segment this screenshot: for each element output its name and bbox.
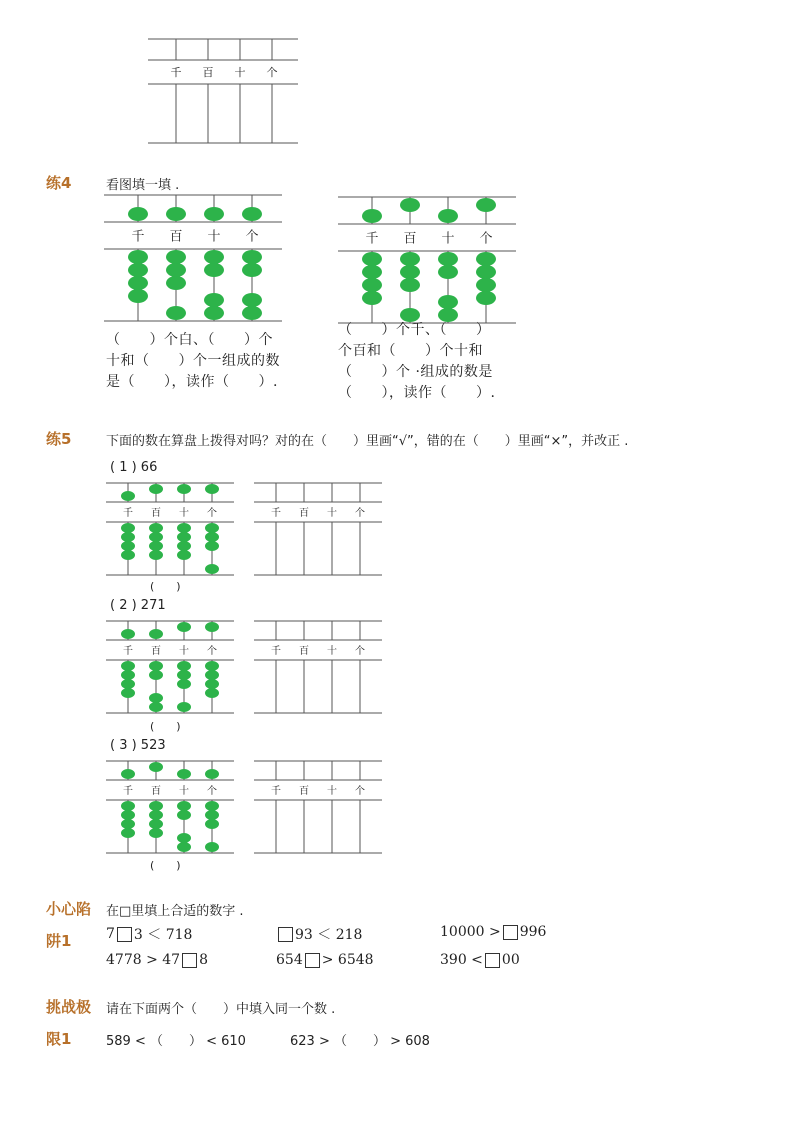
tiaozhan-tag-line1: 挑战极 (46, 998, 92, 1016)
upper-bead (205, 484, 219, 494)
lower-bead (149, 702, 163, 712)
lower-bead-raised (177, 801, 191, 811)
ineq-right: 8 (199, 952, 208, 968)
lower-bead-raised (149, 661, 163, 671)
place-label: 个 (207, 645, 217, 657)
ineq-r2c3 (440, 952, 520, 968)
lower-bead (166, 306, 186, 320)
ineq-left: 654 (276, 952, 303, 968)
place-label: 十 (327, 785, 337, 797)
ineq-r2c2 (276, 952, 374, 968)
abacus-beads (106, 760, 234, 854)
place-label: 千 (365, 231, 379, 247)
abacus-beads (106, 620, 234, 714)
lower-bead-raised (149, 532, 163, 542)
lower-bead-raised (149, 801, 163, 811)
lower-bead (204, 306, 224, 320)
place-label: 十 (327, 645, 337, 657)
lower-bead-raised (166, 263, 186, 277)
place-label: 个 (355, 645, 365, 657)
lower-bead-raised (128, 276, 148, 290)
top-empty-abacus (148, 38, 298, 144)
lower-bead-raised (149, 819, 163, 829)
upper-bead (177, 622, 191, 632)
place-label: 百 (151, 785, 161, 797)
lower-bead-raised (149, 670, 163, 680)
lower-bead-raised (242, 250, 262, 264)
lower-bead (242, 293, 262, 307)
lian4-left-line2: 十和（ ）个一组成的数 (106, 353, 280, 369)
upper-bead (149, 629, 163, 639)
lower-bead-raised (205, 541, 219, 551)
place-label: 百 (403, 231, 417, 247)
tiaozhan-expr2: 623 > （ ） > 608 (290, 1034, 430, 1049)
lian4-left-line1: （ ）个白、（ ）个 (106, 332, 273, 348)
place-label: 百 (151, 507, 161, 519)
lian5-item3-abacus (106, 760, 234, 854)
place-label: 个 (355, 507, 365, 519)
lower-bead (177, 833, 191, 843)
lian5-item2-abacus (106, 620, 234, 714)
lower-bead-raised (121, 523, 135, 533)
xiaoxinxian-tag-line2: 阱1 (46, 932, 72, 950)
lower-bead-raised (438, 265, 458, 279)
lower-bead-raised (177, 679, 191, 689)
lian4-left-line3: 是（ ），读作（ ）. (106, 374, 278, 390)
blank-box[interactable] (117, 927, 132, 942)
lian4-abacus-right (338, 196, 516, 324)
lower-bead-raised (121, 532, 135, 542)
lower-bead-raised (149, 523, 163, 533)
place-label: 个 (479, 231, 493, 247)
lower-bead-raised (204, 263, 224, 277)
lower-bead-raised (128, 289, 148, 303)
lower-bead-raised (121, 819, 135, 829)
lian4-abacus-left (104, 194, 282, 322)
lower-bead (242, 306, 262, 320)
lower-bead (204, 293, 224, 307)
lower-bead-raised (121, 810, 135, 820)
lian5-item3-answer-abacus (254, 760, 382, 854)
upper-bead (121, 629, 135, 639)
ineq-right: 93 ＜ 218 (295, 927, 363, 943)
lower-bead-raised (149, 810, 163, 820)
lower-bead-raised (362, 291, 382, 305)
lower-bead-raised (177, 810, 191, 820)
lower-bead-raised (205, 810, 219, 820)
ineq-right: 3 ＜ 718 (133, 927, 193, 943)
lower-bead-raised (400, 252, 420, 266)
lower-bead-raised (177, 661, 191, 671)
upper-bead (177, 769, 191, 779)
blank-box[interactable] (503, 925, 518, 940)
place-label: 十 (207, 229, 221, 245)
upper-bead (476, 198, 496, 212)
ineq-left: 4778 > 47 (106, 952, 181, 968)
place-label: 十 (179, 785, 189, 797)
lower-bead (205, 842, 219, 852)
place-label: 十 (179, 507, 189, 519)
place-label: 个 (266, 66, 278, 80)
blank-box[interactable] (485, 953, 500, 968)
place-label: 十 (441, 231, 455, 247)
lower-bead-raised (205, 679, 219, 689)
upper-bead (400, 198, 420, 212)
abacus-beads (104, 194, 282, 322)
abacus-frame (148, 38, 298, 144)
ineq-r2c1 (106, 952, 208, 968)
place-label: 千 (271, 785, 281, 797)
lower-bead-raised (205, 688, 219, 698)
upper-bead (438, 209, 458, 223)
lower-bead-raised (121, 541, 135, 551)
upper-bead (149, 762, 163, 772)
lower-bead-raised (400, 265, 420, 279)
ineq-right: 00 (501, 952, 520, 968)
lower-bead-raised (166, 250, 186, 264)
lower-bead-raised (205, 801, 219, 811)
ineq-left: 10000 > (440, 924, 501, 940)
lower-bead (177, 842, 191, 852)
lower-bead-raised (362, 265, 382, 279)
lower-bead-raised (177, 670, 191, 680)
upper-bead (121, 491, 135, 501)
lian4-instruction: 看图填一填 . (106, 178, 180, 193)
upper-bead (149, 484, 163, 494)
lower-bead-raised (177, 532, 191, 542)
lower-bead-raised (476, 278, 496, 292)
tiaozhan-expr1: 589 < （ ） < 610 (106, 1034, 246, 1049)
ineq-right: > 6548 (321, 952, 374, 968)
lower-bead-raised (205, 532, 219, 542)
lower-bead-raised (121, 801, 135, 811)
lian5-item2-answer-abacus (254, 620, 382, 714)
lower-bead (205, 564, 219, 574)
abacus-frame (254, 620, 382, 714)
lower-bead-raised (476, 252, 496, 266)
ineq-r1c1 (106, 924, 192, 944)
xiaoxinxian-tag-line1: 小心陷 (46, 900, 92, 918)
upper-bead (121, 769, 135, 779)
lower-bead-raised (476, 265, 496, 279)
lower-bead-raised (149, 550, 163, 560)
upper-bead (166, 207, 186, 221)
lian5-item1-paren: ( ) (150, 580, 181, 593)
lian4-right-line3: （ ）个 ·组成的数是 (338, 364, 493, 380)
upper-bead (177, 484, 191, 494)
lian5-tag: 练5 (46, 430, 72, 448)
upper-bead (204, 207, 224, 221)
lower-bead-raised (205, 670, 219, 680)
lower-bead-raised (177, 541, 191, 551)
lian5-instruction: 下面的数在算盘上拨得对吗？对的在（ ）里画“√”，错的在（ ）里画“×”，并改正 . (106, 434, 629, 449)
place-label: 千 (271, 645, 281, 657)
place-label: 十 (179, 645, 189, 657)
place-label: 个 (245, 229, 259, 245)
lian5-item3-label: ( 3 ) 523 (110, 738, 166, 753)
abacus-frame (254, 760, 382, 854)
xiaoxinxian-instruction: 在□里填上合适的数字 . (106, 904, 244, 919)
place-label: 百 (299, 507, 309, 519)
ineq-left: 390 < (440, 952, 483, 968)
lower-bead (438, 295, 458, 309)
lower-bead-raised (205, 661, 219, 671)
lower-bead-raised (242, 263, 262, 277)
tiaozhan-tag-line2: 限1 (46, 1030, 72, 1048)
upper-bead (362, 209, 382, 223)
lian5-item2-label: ( 2 ) 271 (110, 598, 166, 613)
lower-bead-raised (121, 550, 135, 560)
place-label: 百 (299, 645, 309, 657)
lower-bead-raised (121, 679, 135, 689)
lower-bead-raised (476, 291, 496, 305)
lower-bead-raised (177, 523, 191, 533)
lower-bead (177, 702, 191, 712)
lian5-item2-paren: ( ) (150, 720, 181, 733)
blank-box[interactable] (278, 927, 293, 942)
lower-bead-raised (205, 523, 219, 533)
lian5-item1-abacus (106, 482, 234, 576)
upper-bead (128, 207, 148, 221)
ineq-r1c3 (440, 924, 546, 940)
lower-bead-raised (121, 661, 135, 671)
place-label: 千 (271, 507, 281, 519)
abacus-beads (106, 482, 234, 576)
tiaozhan-instruction: 请在下面两个（ ）中填入同一个数 . (106, 1002, 336, 1017)
place-label: 百 (202, 66, 214, 80)
upper-bead (242, 207, 262, 221)
lian5-item3-paren: ( ) (150, 859, 181, 872)
abacus-beads (338, 196, 516, 324)
ineq-right: 996 (519, 924, 547, 940)
place-label: 千 (123, 645, 133, 657)
lower-bead-raised (166, 276, 186, 290)
lian4-right-line1: （ ）个千、（ ） (338, 322, 491, 338)
place-label: 个 (207, 785, 217, 797)
lian4-right-line2: 个百和（ ）个十和 (338, 343, 483, 359)
lower-bead-raised (149, 828, 163, 838)
lower-bead-raised (177, 550, 191, 560)
blank-box[interactable] (182, 953, 197, 968)
ineq-r1c2 (276, 924, 362, 944)
upper-bead (205, 769, 219, 779)
lower-bead-raised (438, 252, 458, 266)
lower-bead-raised (121, 688, 135, 698)
place-label: 千 (123, 507, 133, 519)
lian5-item1-answer-abacus (254, 482, 382, 576)
upper-bead (205, 622, 219, 632)
place-label: 百 (151, 645, 161, 657)
lower-bead-raised (121, 828, 135, 838)
ineq-left: 7 (106, 926, 115, 942)
lian4-tag: 练4 (46, 174, 72, 192)
lower-bead (149, 693, 163, 703)
place-label: 百 (169, 229, 183, 245)
place-label: 百 (299, 785, 309, 797)
lower-bead-raised (205, 819, 219, 829)
lower-bead-raised (204, 250, 224, 264)
place-label: 个 (355, 785, 365, 797)
place-label: 千 (170, 66, 182, 80)
blank-box[interactable] (305, 953, 320, 968)
lian4-right-line4: （ ），读作（ ）. (338, 385, 496, 401)
lower-bead-raised (121, 670, 135, 680)
lower-bead-raised (128, 250, 148, 264)
place-label: 千 (131, 229, 145, 245)
lower-bead-raised (400, 278, 420, 292)
place-label: 十 (234, 66, 246, 80)
place-label: 千 (123, 785, 133, 797)
abacus-frame (254, 482, 382, 576)
lower-bead-raised (149, 541, 163, 551)
lower-bead-raised (128, 263, 148, 277)
place-label: 十 (327, 507, 337, 519)
lower-bead-raised (362, 278, 382, 292)
lower-bead-raised (362, 252, 382, 266)
lian5-item1-label: ( 1 ) 66 (110, 460, 158, 475)
place-label: 个 (207, 507, 217, 519)
